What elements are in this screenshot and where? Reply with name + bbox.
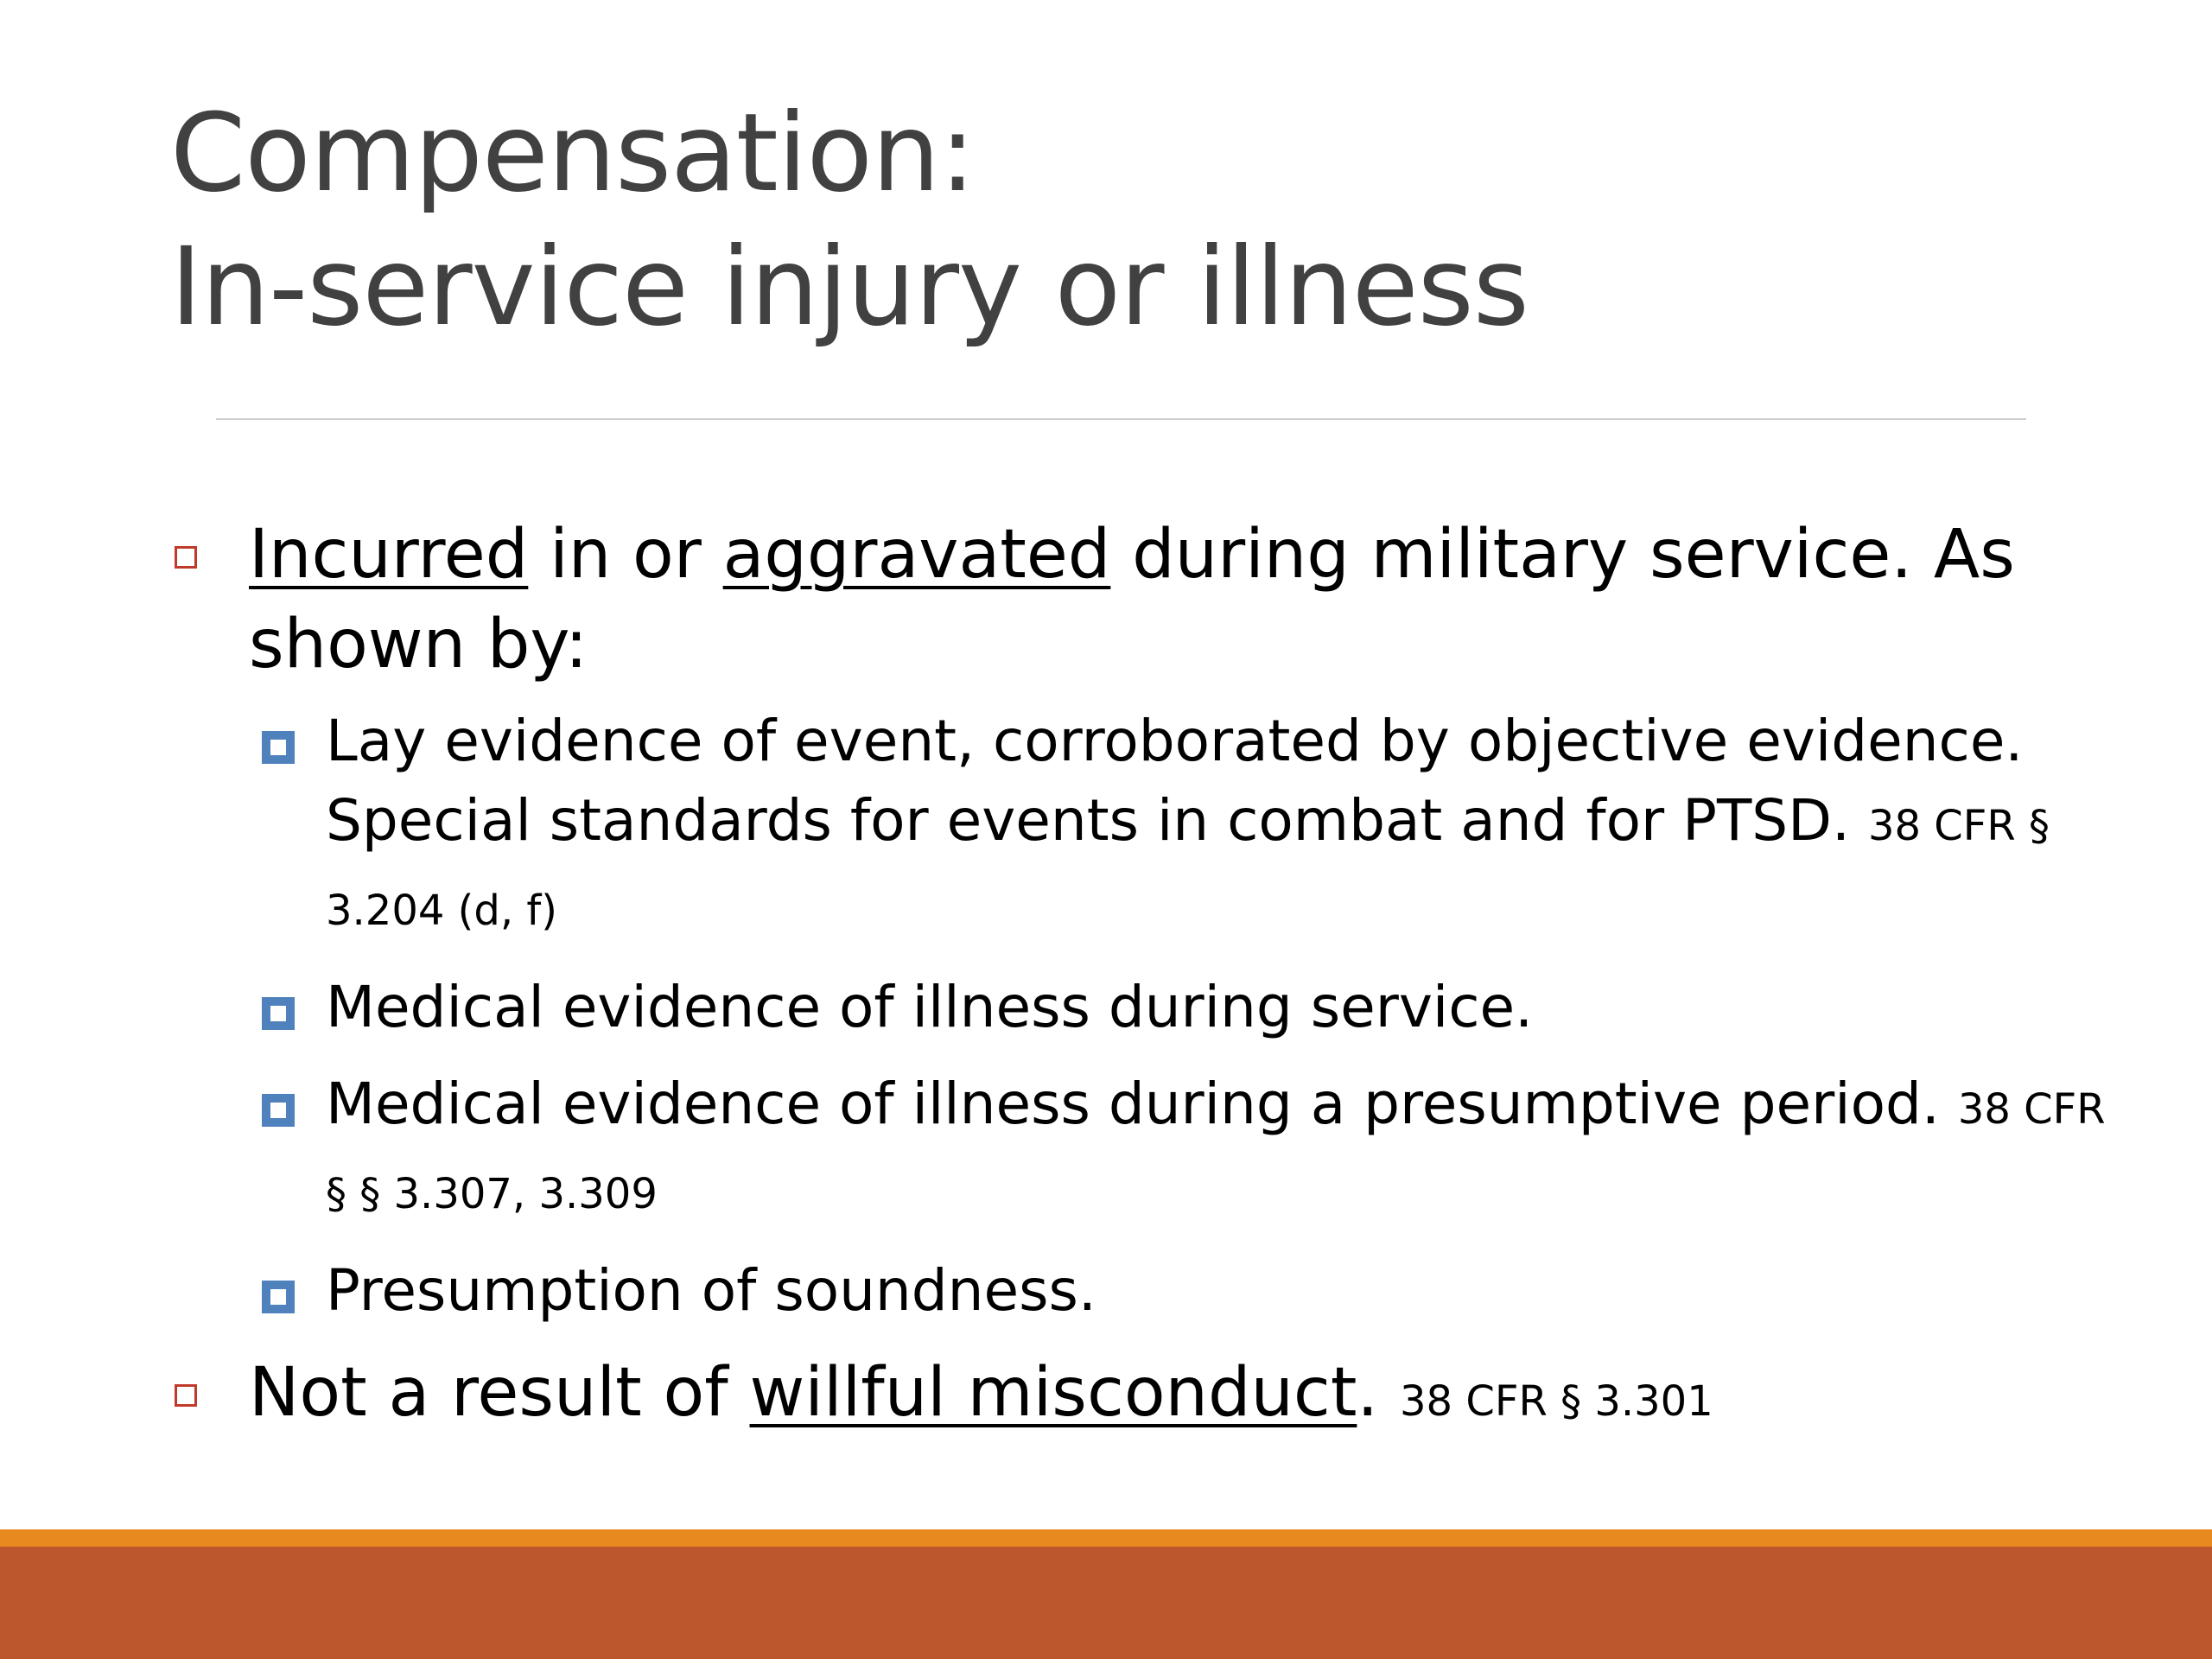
filled-square-bullet-icon <box>262 997 295 1030</box>
incurred-term: Incurred <box>249 516 529 594</box>
bullet-text-part: in or <box>528 516 723 594</box>
citation: 38 CFR § § 3.307, 3.309 <box>326 1085 2106 1218</box>
sub-bullet-lay-evidence <box>170 702 2123 950</box>
title-line-2: In-service injury or illness <box>170 225 1529 350</box>
citation: 38 CFR § 3.301 <box>1400 1377 1713 1426</box>
footer-accent-line <box>0 1529 2212 1547</box>
willful-misconduct-term: willful misconduct <box>749 1354 1357 1432</box>
citation: 38 CFR § 3.204 (d, f) <box>326 802 2050 935</box>
hollow-square-bullet-icon <box>175 1384 197 1407</box>
filled-square-bullet-icon <box>262 1094 295 1127</box>
hollow-square-bullet-icon <box>175 546 197 569</box>
bullet-list <box>170 510 2123 1446</box>
aggravated-term: aggravated <box>722 516 1111 594</box>
bullet-misconduct <box>170 1348 2123 1446</box>
bullet-text-part: . <box>1357 1354 1379 1432</box>
bullet-incurred <box>170 510 2123 690</box>
title-line-1: Compensation: <box>170 91 976 216</box>
filled-square-bullet-icon <box>262 731 295 764</box>
sub-bullet-presumption <box>170 1251 2123 1331</box>
filled-square-bullet-icon <box>262 1281 295 1313</box>
slide-title <box>170 86 1529 354</box>
title-divider <box>216 418 2026 420</box>
bullet-text-part: Not a result of <box>249 1354 750 1432</box>
sub-bullet-text: Lay evidence of event, corroborated by objective evidence. Special standards for events in combat and for PTSD. <box>326 708 2024 854</box>
sub-bullet-text: Presumption of soundness. <box>326 1257 1096 1324</box>
footer-band <box>0 1547 2212 1659</box>
sub-bullet-medical-service <box>170 968 2123 1047</box>
sub-bullet-medical-presumptive <box>170 1065 2123 1234</box>
sub-bullet-text: Medical evidence of illness during a presumptive period. <box>326 1071 1940 1137</box>
bullet-text-part: during military service. As shown by: <box>249 516 2015 683</box>
sub-bullet-text: Medical evidence of illness during service. <box>326 974 1534 1040</box>
